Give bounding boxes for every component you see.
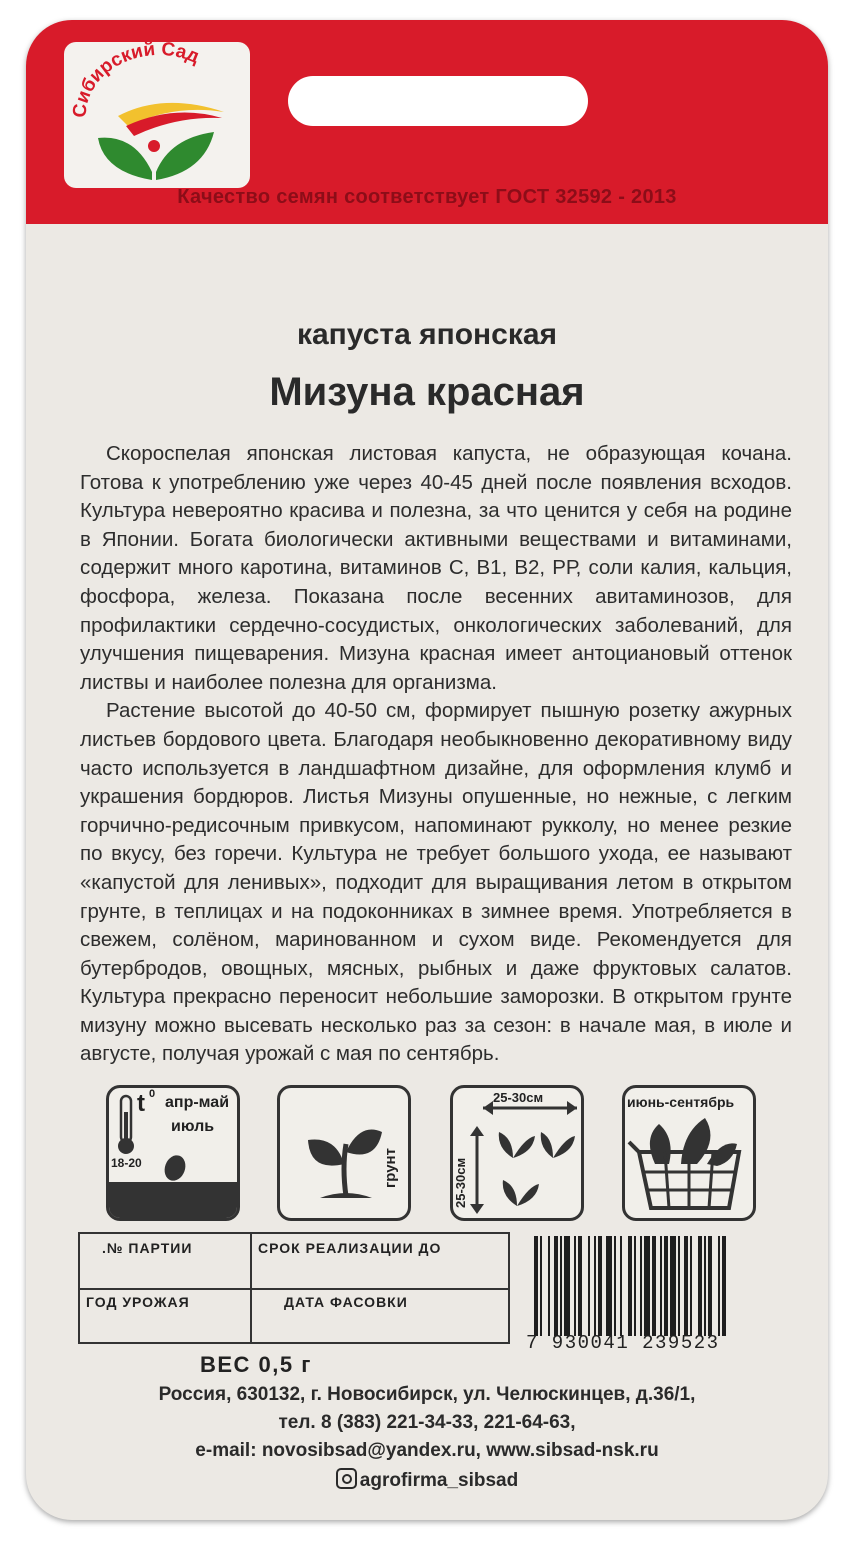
logo-emblem-icon (64, 42, 250, 188)
hang-hole (288, 76, 588, 126)
barcode-bar (660, 1236, 662, 1336)
barcode-bar (594, 1236, 596, 1336)
barcode-bar (634, 1236, 636, 1336)
barcode-bar (560, 1236, 562, 1336)
barcode-bar (628, 1236, 632, 1336)
svg-text:Сибирский Сад: Сибирский Сад (69, 42, 203, 119)
barcode-bar (722, 1236, 726, 1336)
sowing-months: апр-май (165, 1094, 230, 1111)
barcode-bar (664, 1236, 668, 1336)
horizontal-spacing: 25-30см (493, 1090, 544, 1105)
barcode-bar (540, 1236, 542, 1336)
phone-line: тел. 8 (383) 221-34-33, 221-64-63, (278, 1412, 576, 1433)
barcode-bar (614, 1236, 616, 1336)
description-paragraph: Растение высотой до 40-50 см, формирует пышную розетку ажурных листьев бордового цвета. Благодаря необыкновенно декоративному виду часто используется в ландшафтном дизайне, для оформления клумб и украшения бордюров. Листья Мизуны опушенные, но нежные, с легким горчично-редисочным привкусом, напоминают рукколу, но менее резкие по вкусу, без горечи. Культура не требует большого ухода, ее называют «капустой для ленивых», подходит для выращивания летом в открытом грунте, в теплицах и на подоконниках в зимнее время. Употребляется в свежем, солёном, маринованном и сухом виде. Рекомендуется для бутербродов, овощных, мясных, рыбных и даже фруктовых салатов. Культура прекрасно переносит небольшие заморозки. В открытом грунте мизуну можно высевать несколько раз за сезон: в начале мая, в июле и августе, получая урожай с мая по сентябрь. (80, 699, 792, 1066)
quality-standard-line: Качество семян соответствует ГОСТ 32592 - 2013 (177, 186, 677, 208)
barcode-bar (690, 1236, 692, 1336)
barcode-bar (564, 1236, 570, 1336)
description-paragraph: Скороспелая японская листовая капуста, не образующая кочана. Готова к употреблению уже через 40-45 дней после появления всходов. Культура невероятно красива и полезна, за что ценится у себя на родине в Японии. Богата биологически активными веществами и витаминами, содержит много каротина, витаминов С, В1, В2, РР, соли калия, кальция, фосфора, железа. Показана после весенних авитаминозов, для профилактики сердечно-сосудистых, онкологических заболеваний, для улучшения пищеварения. Мизуна красная имеет антоциановый оттенок листвы и наиболее полезна для организма. (80, 442, 792, 694)
barcode-bar (606, 1236, 612, 1336)
barcode-bar (534, 1236, 538, 1336)
pack-date-label: ДАТА ФАСОВКИ (284, 1294, 408, 1310)
barcode (526, 1236, 784, 1356)
ground-label: грунт (382, 1148, 399, 1188)
barcode-bar (670, 1236, 676, 1336)
sowing-months-2: июль (171, 1118, 215, 1135)
barcode-bar (718, 1236, 720, 1336)
barcode-bar (640, 1236, 642, 1336)
instagram-line (0, 1468, 854, 1492)
barcode-bar (698, 1236, 702, 1336)
barcode-bars (534, 1236, 784, 1336)
temp-symbol: t (137, 1090, 145, 1117)
spacing-arrows-icon (453, 1088, 581, 1218)
barcode-bar (548, 1236, 550, 1336)
barcode-bar (620, 1236, 622, 1336)
product-title: Мизуна красная (269, 370, 585, 414)
barcode-bar (598, 1236, 602, 1336)
spacing-icon (450, 1085, 584, 1221)
barcode-bar (554, 1236, 558, 1336)
instagram-handle: agrofirma_sibsad (359, 1470, 519, 1491)
table-divider (80, 1288, 508, 1290)
barcode-bar (652, 1236, 656, 1336)
barcode-bar (684, 1236, 688, 1336)
product-description (80, 440, 792, 1069)
barcode-number: 7 930041 239523 (526, 1332, 720, 1354)
harvest-icon (622, 1085, 756, 1221)
degree-mark: 0 (149, 1088, 156, 1100)
harvest-months: июнь-сентябрь (627, 1094, 735, 1110)
barcode-bar (578, 1236, 582, 1336)
batch-info-table (78, 1232, 510, 1344)
product-subtitle: капуста японская (296, 318, 558, 351)
ground-icon (277, 1085, 411, 1221)
expiry-date-label: СРОК РЕАЛИЗАЦИИ ДО (258, 1240, 442, 1256)
barcode-bar (644, 1236, 650, 1336)
barcode-bar (704, 1236, 706, 1336)
address-line: Россия, 630132, г. Новосибирск, ул. Челюскинцев, д.36/1, (158, 1384, 696, 1405)
barcode-bar (588, 1236, 590, 1336)
batch-number-label: .№ ПАРТИИ (102, 1240, 193, 1256)
barcode-bar (574, 1236, 576, 1336)
sowing-time-icon (106, 1085, 240, 1221)
harvest-year-label: ГОД УРОЖАЯ (86, 1294, 190, 1310)
email-web-line: e-mail: novosibsad@yandex.ru, www.sibsad-nsk.ru (195, 1440, 659, 1461)
temp-range: 18-20 (111, 1156, 142, 1170)
instagram-icon (336, 1468, 357, 1489)
barcode-bar (678, 1236, 680, 1336)
barcode-bar (708, 1236, 712, 1336)
package-weight: ВЕС 0,5 г (200, 1352, 312, 1377)
brand-logo (64, 42, 250, 188)
vertical-spacing: 25-30см (453, 1157, 468, 1208)
red-header (26, 20, 828, 224)
